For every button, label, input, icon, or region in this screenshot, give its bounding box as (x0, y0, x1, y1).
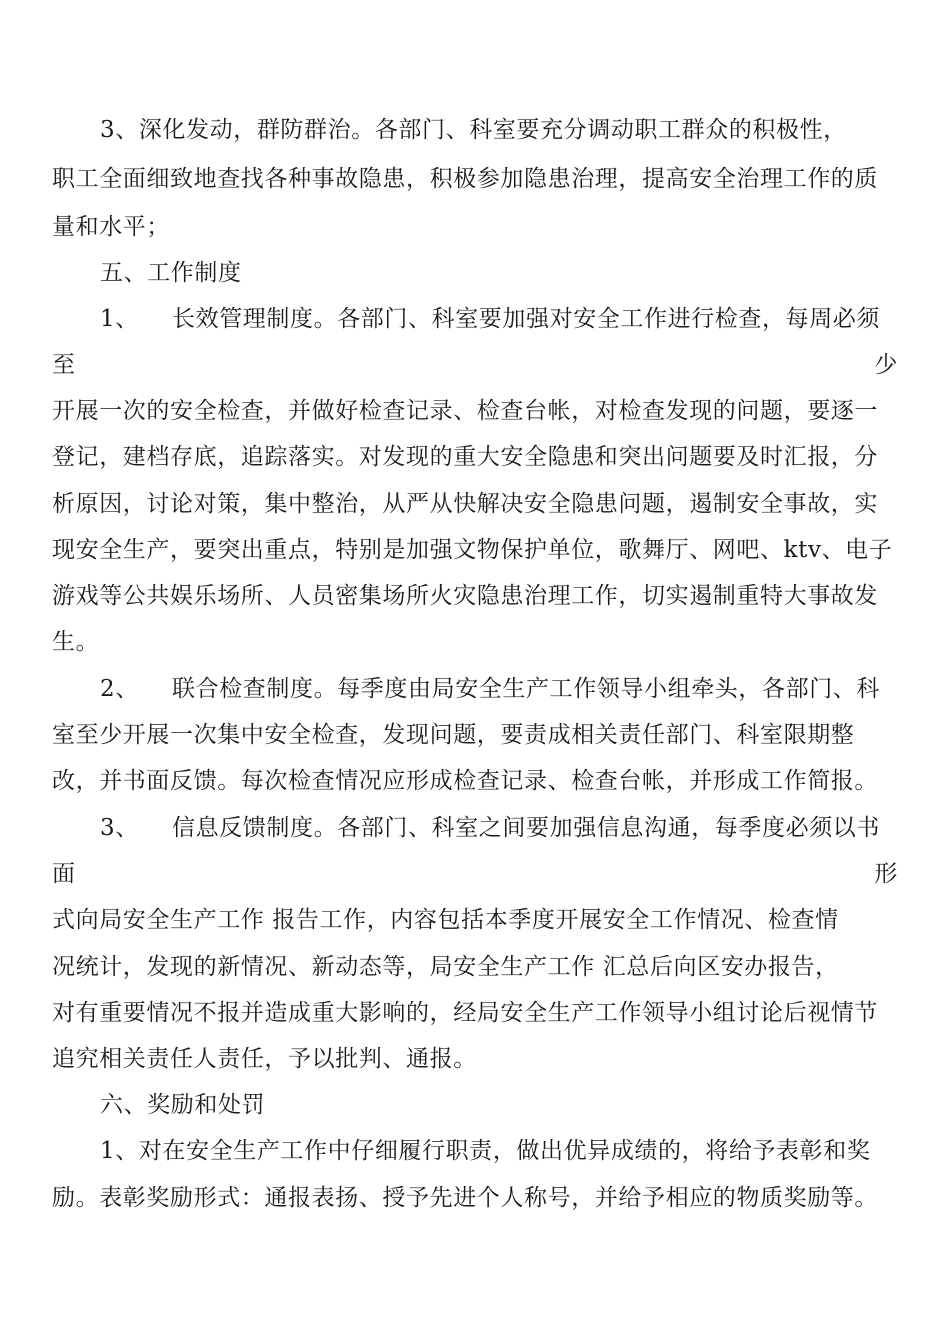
paragraph-line: 改，并书面反馈。每次检查情况应形成检查记录、检查台帐，并形成工作简报。 (52, 768, 878, 794)
paragraph-line: 况统计，发现的新情况、新动态等，局安全生产工作 汇总后向区安办报告， (52, 954, 839, 980)
paragraph-text: 长效管理制度。各部门、科室要加强对安全工作进行检查，每周必须 (172, 306, 880, 332)
paragraph-line: 室至少开展一次集中安全检查，发现问题，要责成相关责任部门、科室限期整 (52, 722, 855, 748)
paragraph-line (52, 342, 898, 388)
paragraph-line: 现安全生产，要突出重点，特别是加强文物保护单位，歌舞厅、网吧、ktv、电子 (52, 537, 893, 563)
paragraph-line (52, 851, 898, 897)
paragraph-line: 析原因，讨论对策，集中整治，从严从快解决安全隐患问题，遏制安全事故，实 (52, 491, 878, 517)
paragraph-line (100, 296, 898, 342)
paragraph-text: 形 (874, 861, 898, 887)
paragraph-line: 生。 (52, 629, 100, 655)
list-number: 2、 (100, 676, 139, 702)
list-number: 1、 (100, 306, 139, 332)
paragraph-line: 游戏等公共娱乐场所、人员密集场所火灾隐患治理工作，切实遏制重特大事故发 (52, 583, 878, 609)
paragraph-line: 职工全面细致地查找各种事故隐患，积极参加隐患治理，提高安全治理工作的质 (52, 166, 878, 192)
paragraph-line: 3、深化发动，群防群治。各部门、科室要充分调动职工群众的积极性， (100, 117, 847, 143)
list-number: 3、 (100, 815, 139, 841)
paragraph-line: 量和水平； (52, 214, 170, 240)
paragraph-line (100, 666, 898, 712)
paragraph-line: 励。表彰奖励形式：通报表扬、授予先进个人称号，并给予相应的物质奖励等。 (52, 1185, 878, 1211)
paragraph-text: 联合检查制度。每季度由局安全生产工作领导小组牵头，各部门、科 (172, 676, 880, 702)
section-heading: 六、奖励和处罚 (100, 1092, 266, 1118)
paragraph-line: 1、对在安全生产工作中仔细履行职责，做出优异成绩的，将给予表彰和奖 (100, 1138, 871, 1164)
paragraph-text: 面 (52, 861, 76, 887)
paragraph-text: 少 (874, 352, 898, 378)
paragraph-line: 登记，建档存底，追踪落实。对发现的重大安全隐患和突出问题要及时汇报，分 (52, 444, 878, 470)
paragraph-text: 至 (52, 352, 76, 378)
paragraph-line: 式向局安全生产工作 报告工作，内容包括本季度开展安全工作情况、检查情 (52, 907, 839, 933)
paragraph-text: 信息反馈制度。各部门、科室之间要加强信息沟通，每季度必须以书 (172, 815, 880, 841)
section-heading: 五、工作制度 (100, 260, 242, 286)
paragraph-line: 开展一次的安全检查，并做好检查记录、检查台帐，对检查发现的问题，要逐一 (52, 398, 878, 424)
paragraph-line: 对有重要情况不报并造成重大影响的，经局安全生产工作领导小组讨论后视情节 (52, 1000, 878, 1026)
paragraph-line: 追究相关责任人责任，予以批判、通报。 (52, 1046, 477, 1072)
paragraph-line (100, 805, 898, 851)
